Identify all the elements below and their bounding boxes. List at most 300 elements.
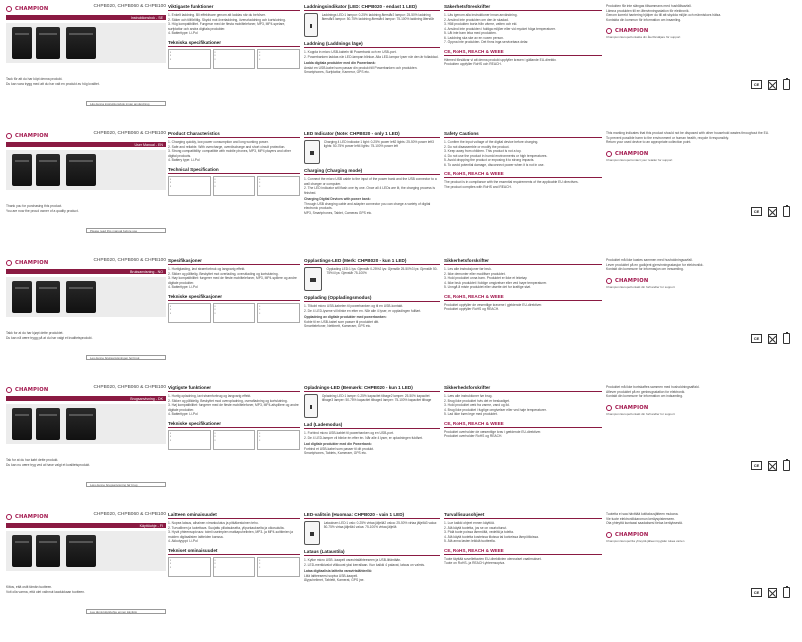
text-line: 5. Avoid dropping the product or exposing it to strong impacts.	[444, 158, 535, 163]
certification-icons	[751, 206, 790, 217]
thank-you-text	[6, 331, 166, 340]
weee-text	[606, 4, 798, 22]
thank-you-text	[6, 458, 166, 467]
text-line: Kontakt din forhandler for support	[630, 411, 675, 416]
ce-text	[444, 58, 602, 67]
powerbank-large-image	[66, 535, 96, 567]
brand-name: CHAMPION	[615, 28, 649, 35]
text-line: 3 lights: 50-75% power left	[323, 140, 434, 149]
text-line: 5. Lad ikke børn lege med produktet.	[444, 412, 498, 417]
text-line: 1. Charging quickly, low power consumption and long working power.	[168, 140, 269, 144]
spec-cell: ▪ ▪ ▪	[168, 430, 211, 450]
model-numbers: CHPB020, CHPB060 & CHPB100	[93, 512, 166, 517]
led-heading: LED-valitsin (Huomaa: CHPB020 - vain 1 LED)	[304, 512, 440, 519]
text-line: 5. Älä anna lasten leikkiä tuotteella.	[444, 539, 496, 544]
brand-name: CHAMPION	[15, 386, 49, 393]
text-line: 6. To avoid potential damage, disconnect power when it is not in use.	[444, 162, 545, 167]
features-heading: Vigtigste funktioner	[168, 385, 300, 392]
text-line: 2 lys: Gjenstår 25-50%	[379, 267, 412, 271]
text-line: 2 lampor: 25-50% laddning återstår	[321, 13, 431, 22]
ce-heading: CE, RoHS, REACH & WEEE	[444, 294, 602, 301]
manual-header: Bruksanvisning - NO	[130, 269, 163, 274]
text-line: Kontakt din kommune for informasjon om innsamling.	[606, 267, 684, 272]
safety-list	[444, 394, 602, 417]
text-line: Smarttelefoner, Nettbrett, Kameraer, GPS etc.	[304, 324, 372, 329]
brand-name: CHAMPION	[15, 513, 49, 520]
brand-mark-icon	[6, 260, 12, 266]
language-panel-fi	[6, 512, 798, 616]
devices-heading: Lataa digitaalisia laitteita varavirtalähteellä:	[304, 569, 372, 574]
safety-column	[444, 512, 602, 616]
brand-mark-icon	[606, 28, 612, 34]
text-line: 1 lampor: 0-25% laddning återstår	[344, 13, 393, 17]
ce-heading: CE, RoHS, REACH & WEEE	[444, 421, 602, 428]
spec-cell: ▪ ▪ ▪	[168, 176, 211, 196]
manual-header: Käyttöohje - FI	[139, 523, 163, 528]
text-line: 1. Læs alle instruktioner før brug.	[444, 394, 493, 398]
text-line: Du kan nu være tryg ved at have valgt et kvalitetsprodukt.	[6, 462, 91, 467]
features-list	[168, 394, 300, 417]
devices-heading: Lad digitale produkter med din Powerbank:	[304, 442, 372, 447]
features-list	[168, 140, 300, 163]
spec-heading: Tekniske spesifikasjoner	[168, 294, 300, 301]
powerbank-large-image	[66, 281, 96, 313]
led-levels-list	[322, 394, 440, 418]
text-line: 2. De 4 LED-lysene vil blinke en etter en. Når alle 4 lyser, er oppladingen fullført.	[304, 308, 422, 313]
certification-icons	[751, 79, 790, 90]
text-line: Tuotetta ei saa hävittää kotitalousjätteen mukana.	[606, 512, 679, 516]
text-line: 2. The LED indicator will flash one by one. Once all 4 LEDs are lit, the charging process is finished.	[304, 186, 435, 195]
devices-heading: Ladda digitala produkter med din Powerbank:	[304, 61, 376, 66]
charging-column	[304, 258, 440, 362]
led-indicator-icon	[304, 394, 318, 418]
company-address	[606, 158, 798, 162]
text-line: 1. Hurtig opladning, lavt strømforbrug og langvarig effekt.	[168, 394, 252, 398]
text-line: Anslut en USB-kabel som passar din produkt till Powerbanken och produkten.	[304, 65, 418, 70]
product-photo	[6, 23, 166, 63]
thank-you-text	[6, 204, 166, 213]
thank-you-text	[6, 77, 166, 86]
model-numbers: CHPB020, CHPB060 & CHPB100	[93, 131, 166, 136]
text-line: 1. Nopea lataus, alhainen virrankulutus ja pitkäkestoinen teho.	[168, 521, 259, 525]
ce-heading: CE, RoHS, REACH & WEEE	[444, 171, 602, 178]
charging-heading: Lataus (Lataustila)	[304, 549, 440, 556]
text-line: 4. Akkutyyppi: Li-Pol	[168, 539, 198, 544]
led-indicator-box	[304, 394, 440, 418]
brand-name: CHAMPION	[15, 132, 49, 139]
charging-steps	[304, 50, 440, 59]
text-line: 1 valo: 0-25% virtaa jäljellä	[346, 521, 385, 525]
features-column	[168, 4, 300, 108]
safety-heading: Safety Cautions	[444, 131, 602, 138]
text-line: Tack för att du har köpt denna produkt.	[6, 77, 63, 81]
read-manual-bar	[86, 101, 166, 106]
battery-recycling-icon	[783, 587, 790, 598]
spec-cell: ▪ ▪ ▪	[213, 557, 256, 577]
features-heading: Spesifikasjoner	[168, 258, 300, 265]
features-heading: Product Characteristics	[168, 131, 300, 138]
text-line: 1. Tilkobl micro USB-kabelen til powerbanken og til en USB-kontakt.	[304, 304, 404, 308]
text-line: 4. Batteritype: Li-Pol	[168, 412, 198, 417]
text-line: 3 valoa: 50-75% virtaa jäljellä	[323, 521, 437, 530]
manual-header: Brugsanvisning - DK	[130, 396, 163, 401]
spec-cell: ▪ ▪ ▪	[213, 176, 256, 196]
text-line: Tuote on RoHS- ja REACH-yhteensopiva.	[444, 561, 506, 566]
text-line: 2. Använd inte produkten om den är skadad.	[444, 17, 509, 22]
text-line: 3 lys: Gjenstår 50-75%	[326, 267, 438, 276]
weee-crossed-bin-icon	[768, 80, 777, 90]
led-levels-list	[324, 140, 440, 164]
text-line: 4. Batteritype: Li-Pol	[168, 285, 198, 290]
text-line: Opladning LED:	[321, 394, 345, 398]
text-line: Kontakt din kommune for information om indsamling.	[606, 394, 683, 399]
text-line: Kontakt din forhandler for support	[630, 284, 675, 289]
text-line: Aflever produktet på en genbrugsstation for elektronik.	[606, 389, 686, 394]
spec-table	[168, 176, 300, 196]
ce-heading: CE, RoHS, REACH & WEEE	[444, 49, 602, 56]
devices-text	[304, 66, 440, 75]
text-line: 1. Lue kaikki ohjeet ennen käyttöä.	[444, 521, 495, 525]
charging-heading: Charging (Charging mode)	[304, 168, 440, 175]
led-heading: Laddningsindikator (LED: CHPB020 - endast 1 LED)	[304, 4, 440, 11]
text-line: 4. Använd inte produkten i fuktiga miljöer eller vid mycket höga temperaturer.	[444, 26, 556, 31]
safety-list	[444, 521, 602, 544]
text-line: Thank you for purchasing this product.	[6, 204, 63, 208]
text-line: 3. Høy kompatibilitet: fungerer med de fleste mobiltelefoner, MP3, MP4-spillere og andre digitale produkter.	[168, 276, 297, 285]
text-line: 4. Battery type: Li-Pol	[168, 158, 200, 163]
text-line: 3. Hold produktet væk fra varme, vand og ild.	[444, 403, 510, 408]
weee-crossed-bin-icon	[768, 588, 777, 598]
read-manual-bar	[86, 609, 166, 614]
model-numbers: CHPB020, CHPB060 & CHPB100	[93, 258, 166, 263]
text-line: Produktet oppfyller RoHS og REACH.	[444, 307, 500, 312]
disposal-column	[606, 131, 798, 235]
text-line: 4. Batteritype: Li-Pol	[168, 31, 198, 36]
charging-column	[304, 131, 440, 235]
ce-mark-icon: CE	[751, 207, 762, 216]
text-line: Through USB charging cable and adapter connector you can charge a variety of digital electronic products.	[304, 201, 431, 211]
charging-steps	[304, 558, 440, 567]
text-line: Smartphones, Surfplattor, Kameror, GPS etc.	[304, 70, 370, 75]
powerbank-medium-image	[36, 281, 60, 313]
spec-cell: ▪ ▪ ▪	[213, 49, 256, 69]
powerbank-small-image	[12, 535, 32, 567]
brand-name: CHAMPION	[615, 277, 649, 284]
text-line: 2 lights: 25-50% power left	[394, 140, 433, 144]
safety-heading: Säkerhetsföreskrifter	[444, 4, 602, 11]
text-line: This marking indicates that this product should not be disposed with other household wastes throughout the EU.	[606, 131, 770, 135]
led-indicator-box	[304, 521, 440, 545]
text-line: Produkten får inte slängas tillsammans med hushållsavfall.	[606, 4, 692, 8]
text-line: 4 lys: Gjenstår 75-100%	[332, 271, 367, 276]
spec-heading: Technical Specification	[168, 167, 300, 174]
product-photo	[6, 150, 166, 190]
spec-table	[168, 557, 300, 577]
brand-mark-icon	[6, 133, 12, 139]
brand-mark-icon	[606, 405, 612, 411]
manual-header-bar	[6, 396, 166, 401]
battery-recycling-icon	[783, 79, 790, 90]
text-line: 1. Enkelt laddning. Bli effektivare genom att laddas när du behöver.	[168, 13, 266, 17]
features-column	[168, 512, 300, 616]
text-line: 4 lampor: 75-100% laddning återstår	[382, 17, 434, 22]
powerbank-medium-image	[36, 27, 60, 59]
text-line: 6. Laddning ska ske av en vuxen person.	[444, 35, 504, 40]
text-line: Champion Europe	[606, 284, 631, 289]
brand-name: CHAMPION	[615, 404, 649, 411]
text-line: The product is in compliance with the essential requirements of the applicable EU directives.	[444, 180, 579, 185]
read-manual-bar	[86, 482, 166, 487]
spec-cell: ▪ ▪ ▪	[213, 430, 256, 450]
disposal-column	[606, 4, 798, 108]
read-manual-bar	[86, 355, 166, 360]
features-column	[168, 131, 300, 235]
read-manual-text: Les denne bruksanvisningen før bruk	[90, 355, 140, 360]
text-line: Du kan vara trygg med att du har valt en produkt av hög kvalitet.	[6, 81, 100, 86]
charging-steps	[304, 431, 440, 440]
powerbank-medium-image	[36, 535, 60, 567]
battery-recycling-icon	[783, 333, 790, 344]
spec-cell: ▪ ▪ ▪	[257, 430, 300, 450]
spec-cell: ▪ ▪ ▪	[213, 303, 256, 323]
devices-heading: Oppladning av digitale produkter med powerbanken:	[304, 315, 387, 320]
charging-steps	[304, 177, 440, 195]
text-line: Produktet må ikke bortskaffes sammen med husholdningsaffald.	[606, 385, 700, 389]
brand-mark-icon	[6, 514, 12, 520]
weee-text	[606, 131, 798, 145]
brand-name: CHAMPION	[615, 150, 649, 157]
text-line: 1. Läs igenom alla instruktioner innan användning.	[444, 13, 518, 17]
text-line: 1. Forbind micro USB-kablet til powerbanken og en USB-port.	[304, 431, 394, 435]
text-line: Vie tuote elektroniikkaromun keräyspisteeseen.	[606, 516, 676, 521]
text-line: 1 light: 0-25% power left	[360, 140, 395, 144]
led-heading: Opladnings-LED (Bemærk: CHPB020 - kun 1 LED)	[304, 385, 440, 392]
spec-heading: Tekniska specifikationer	[168, 40, 300, 47]
features-column	[168, 385, 300, 489]
charging-heading: Laddning (Laddnings läge)	[304, 41, 440, 48]
safety-heading: Turvallisuusohjeet	[444, 512, 602, 519]
company-address	[606, 35, 798, 39]
features-heading: Viktigaste funktioner	[168, 4, 300, 11]
led-indicator-box	[304, 140, 440, 164]
text-line: 2. Ikke demonter eller modifiser produktet.	[444, 271, 506, 276]
read-manual-text: Lue tämä käyttöohje ennen käyttöä	[90, 609, 137, 614]
led-indicator-icon	[304, 521, 320, 545]
text-line: Latauksen LED:	[323, 521, 347, 525]
text-line: Lever produktet på en godkjent gjenvinningsstasjon for elektronikk.	[606, 262, 704, 267]
spec-table	[168, 430, 300, 450]
text-line: 4. Do not use the product in humid environments or high temperatures.	[444, 153, 548, 158]
language-panel-no	[6, 258, 798, 362]
text-line: 2. Sikker og pålitelig. Beskyttet mot overlading, overutlading og kortslutning.	[168, 271, 279, 276]
battery-recycling-icon	[783, 460, 790, 471]
spec-cell: ▪ ▪ ▪	[168, 557, 211, 577]
ce-mark-icon: CE	[751, 461, 762, 470]
charging-steps	[304, 304, 440, 313]
text-line: Kontakta din kommun för information om insamling.	[606, 17, 682, 22]
manual-header-bar	[6, 142, 166, 147]
safety-list	[444, 140, 602, 167]
footer-brand	[606, 28, 798, 34]
text-line: Produktet overholder de væsentlige krav i gældende EU-direktiver.	[444, 429, 542, 434]
text-line: 1. Confirm the input voltage of the digital device before charging.	[444, 140, 539, 144]
text-line: 4. Ikke bruk produktet i fuktige omgivelser eller ved høye temperaturer.	[444, 280, 547, 285]
text-line: MP3, Smartphones, Tablet, Cameras GPS etc.	[304, 210, 373, 215]
text-line: 1. Hurtiglasting, lavt strømforbruk og langvarig effekt.	[168, 267, 246, 271]
text-line: Champion Europe	[606, 157, 631, 162]
text-line: Produktet oppfyller de vesentlige kravene i gjeldende EU-direktiver.	[444, 302, 543, 307]
text-line: 2. Älä käytä tuotetta, jos se on vaurioitunut.	[444, 525, 508, 530]
text-line: Charging 4 LED indicator:	[323, 140, 361, 144]
powerbank-medium-image	[36, 154, 60, 186]
powerbank-large-image	[66, 27, 96, 59]
text-line: 3. Pidä tuote poissa lämmöltä, vedeltä ja tulelta.	[444, 530, 514, 535]
language-panel-en	[6, 131, 798, 235]
devices-text	[304, 574, 440, 583]
powerbank-medium-image	[36, 408, 60, 440]
read-manual-bar	[86, 228, 166, 233]
spec-cell: ▪ ▪ ▪	[257, 557, 300, 577]
text-line: 4 lights: 75-100% power left	[358, 144, 399, 149]
text-line: Champion Europe	[606, 538, 631, 543]
certification-icons	[751, 587, 790, 598]
text-line: Älypuhelimet, Tabletit, Kamerat, GPS jne.	[304, 578, 365, 583]
text-line: 3 lampor: 50-75% laddning återstår	[332, 17, 383, 22]
text-line: 3. Keep away from children. This product is not a toy.	[444, 149, 522, 154]
text-line: Koble til en USB-kabel som passer til produktet ditt.	[304, 319, 380, 324]
ce-mark-icon: CE	[751, 80, 762, 89]
safety-list	[444, 267, 602, 290]
devices-text	[304, 320, 440, 329]
language-panel-da	[6, 385, 798, 489]
brand-mark-icon	[606, 278, 612, 284]
ce-mark-icon: CE	[751, 334, 762, 343]
charging-heading: Opplading (Oppladingsmodus)	[304, 295, 440, 302]
brand-mark-icon	[606, 532, 612, 538]
model-numbers: CHPB020, CHPB060 & CHPB100	[93, 385, 166, 390]
text-line: Produkten uppfyller RoHS och REACH.	[444, 62, 502, 67]
safety-column	[444, 4, 602, 108]
language-panel-sv	[6, 4, 798, 108]
disposal-column	[606, 258, 798, 362]
weee-crossed-bin-icon	[768, 334, 777, 344]
text-line: 2. Brug ikke produktet hvis det er beskadiget.	[444, 398, 510, 403]
text-line: 2. Turvallinen ja luotettava. Suojattu ylilataukselta, ylipurkaukselta ja oikosululta.	[168, 525, 285, 530]
text-line: 3 lamper: 50-75% kapacitet tilbage	[331, 398, 381, 403]
text-line: Produktet må ikke kastes sammen med husholdningsavfall.	[606, 258, 693, 262]
charging-column	[304, 385, 440, 489]
text-line: Liitä laitteeseesi sopiva USB-kaapeli.	[304, 573, 359, 578]
text-line: 4 valoa: 75-100% virtaa jäljellä	[353, 525, 397, 530]
text-line: 2. Säker och tillförlitlig. Skydd mot överladdning, överurladdning och kortslutning.	[168, 17, 286, 22]
cover-column	[6, 258, 166, 362]
brand-mark-icon	[6, 387, 12, 393]
text-line: 4. Brug ikke produktet i fugtige omgivelser eller ved høje temperaturer.	[444, 407, 547, 412]
weee-text	[606, 258, 798, 272]
disposal-column	[606, 512, 798, 616]
features-list	[168, 13, 300, 36]
spec-cell: ▪ ▪ ▪	[168, 303, 211, 323]
text-line: Voit olla varma, että olet valinnut laadukkaan tuotteen.	[6, 589, 85, 594]
ce-text	[444, 180, 602, 189]
read-manual-text: Please read this manual before use	[90, 228, 138, 233]
product-photo	[6, 531, 166, 571]
spec-heading: Tekniset ominaisuudet	[168, 548, 300, 555]
ce-mark-icon: CE	[751, 588, 762, 597]
safety-column	[444, 131, 602, 235]
text-line: 3. Hög kompatibilitet. Fungerar med de flesta mobiltelefoner, MP3, MP4-spelare, surfplattor och andra digitala produkter.	[168, 22, 286, 31]
text-line: Ota yhteyttä kuntaasi saadaksesi tietoa keräyksestä.	[606, 521, 683, 526]
text-line: 3. Hyvä yhteensopivuus: toimii useimpien matkapuhelinten, MP3- ja MP4-soittimien ja muiden digitaalisten laitteiden kanssa.	[168, 530, 293, 539]
text-line: 3. Strong compatibility: compatible with mobile phones, MP3, MP4 players and other digital products.	[168, 149, 291, 158]
text-line: 1. Koppla in micro USB-kabeln till Powerbank och en USB-port.	[304, 50, 397, 54]
disposal-column	[606, 385, 798, 489]
powerbank-small-image	[12, 154, 32, 186]
manual-header-bar	[6, 269, 166, 274]
led-indicator-icon	[304, 13, 318, 37]
safety-column	[444, 385, 602, 489]
text-line: 1. Connect the micro USB cable to the input of the power bank and the USB connector to a wall charger or computer.	[304, 177, 437, 186]
footer-brand	[606, 278, 798, 284]
text-line: 3. Håll produkten borta från värme, vatten och eld.	[444, 22, 518, 27]
powerbank-large-image	[66, 408, 96, 440]
text-line: Genom korrekt hantering hjälper du till att skydda miljön och människors hälsa.	[606, 13, 722, 18]
led-levels-list	[326, 267, 440, 291]
text-line: 1 lys: Gjenstår 0-25%	[349, 267, 380, 271]
company-address	[606, 539, 798, 543]
led-heading: LED Indicator (Note: CHPB020 - only 1 LED)	[304, 131, 440, 138]
footer-brand	[606, 532, 798, 538]
charging-column	[304, 4, 440, 108]
spec-cell: ▪ ▪ ▪	[168, 49, 211, 69]
text-line: Produktet overholder RoHS og REACH.	[444, 434, 503, 439]
text-line: 4 lamper: 75-100% kapacitet tilbage	[380, 398, 432, 403]
cover-column	[6, 385, 166, 489]
spec-cell: ▪ ▪ ▪	[257, 303, 300, 323]
text-line: Laddnings LED:	[321, 13, 345, 17]
read-manual-text: Læs denne brugsanvisning før brug	[90, 482, 138, 487]
led-heading: Opplastings-LED (Merk: CHPB020 - kun 1 LED)	[304, 258, 440, 265]
battery-recycling-icon	[783, 206, 790, 217]
footer-brand	[606, 405, 798, 411]
safety-column	[444, 258, 602, 362]
text-line: 7. Öppna inte produkten. Det finns inga servicebara delar.	[444, 40, 529, 45]
text-line: Forbind et USB-kabel som passer til dit produkt.	[304, 446, 374, 451]
safety-list	[444, 13, 602, 45]
brand-mark-icon	[6, 6, 12, 12]
powerbank-small-image	[12, 27, 32, 59]
text-line: Champion Europe	[606, 411, 631, 416]
manual-header-bar	[6, 15, 166, 20]
brand-name: CHAMPION	[615, 531, 649, 538]
text-line: 5. Unngå å miste produktet eller utsette det for kraftige støt.	[444, 285, 531, 290]
text-line: 2 valoa: 25-50% virtaa jäljellä	[384, 521, 426, 525]
powerbank-large-image	[66, 154, 96, 186]
product-photo	[6, 404, 166, 444]
ce-text	[444, 303, 602, 312]
text-line: Härmed försäkrar vi att denna produkt uppfyller kraven i gällande EU-direktiv.	[444, 57, 557, 62]
brand-name: CHAMPION	[15, 259, 49, 266]
text-line: 1 lampe: 0-25% kapacitet tilbage	[344, 394, 391, 398]
certification-icons	[751, 460, 790, 471]
text-line: Tak for at du har købt dette produkt.	[6, 458, 59, 462]
ce-text	[444, 557, 602, 566]
brand-mark-icon	[606, 151, 612, 157]
powerbank-small-image	[12, 281, 32, 313]
text-line: Lämna produkten till en återvinningsstation för elektronik.	[606, 8, 690, 13]
text-line: 2. Do not disassemble or modify the product.	[444, 144, 510, 149]
devices-text	[304, 202, 440, 216]
